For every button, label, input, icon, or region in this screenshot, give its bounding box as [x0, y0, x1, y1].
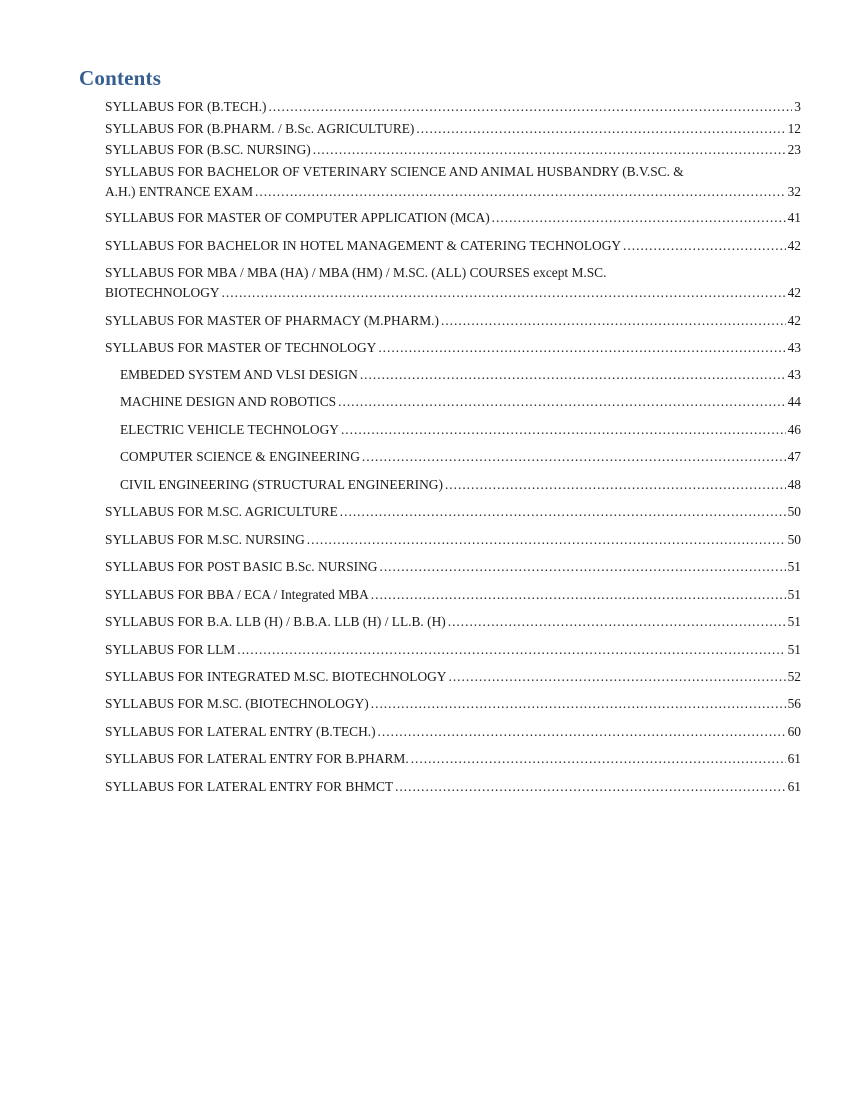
- toc-entry-title-line1: SYLLABUS FOR BACHELOR OF VETERINARY SCIENCE AND ANIMAL HUSBANDRY (B.V.SC. &: [105, 164, 684, 179]
- toc-subentry[interactable]: [120, 475, 801, 495]
- toc-page-number: 44: [787, 394, 801, 409]
- toc-entry[interactable]: [105, 694, 801, 714]
- toc-entry-title: SYLLABUS FOR INTEGRATED M.SC. BIOTECHNOLOGY: [105, 669, 447, 684]
- toc-entry[interactable]: [105, 263, 801, 303]
- toc-page-number: 43: [787, 367, 801, 382]
- toc-subentry[interactable]: [120, 392, 801, 412]
- toc-page-number: 43: [787, 340, 801, 355]
- toc-entry[interactable]: [105, 749, 801, 769]
- toc-entry-title: SYLLABUS FOR BBA / ECA / Integrated MBA: [105, 587, 369, 602]
- toc-subentry[interactable]: [120, 420, 801, 440]
- toc-entry-title: SYLLABUS FOR (B.TECH.): [105, 99, 267, 114]
- dot-leader: [441, 311, 786, 331]
- toc-entry-title: SYLLABUS FOR BACHELOR IN HOTEL MANAGEMENT & CATERING TECHNOLOGY: [105, 238, 622, 253]
- toc-entry-title: CIVIL ENGINEERING (STRUCTURAL ENGINEERING): [120, 477, 443, 492]
- toc-entry-title: SYLLABUS FOR LATERAL ENTRY (B.TECH.): [105, 724, 376, 739]
- dot-leader: [362, 447, 786, 467]
- toc-entry-title: SYLLABUS FOR (B.SC. NURSING): [105, 142, 311, 157]
- toc-entry-title: SYLLABUS FOR MASTER OF TECHNOLOGY: [105, 340, 377, 355]
- toc-entry-title: SYLLABUS FOR B.A. LLB (H) / B.B.A. LLB (H) / LL.B. (H): [105, 614, 446, 629]
- toc-entry[interactable]: [105, 119, 801, 139]
- toc-page-number: 61: [787, 751, 801, 766]
- toc-entry[interactable]: [105, 140, 801, 160]
- toc-entry[interactable]: [105, 208, 801, 228]
- toc-page-number: 56: [787, 696, 801, 711]
- dot-leader: [445, 475, 786, 495]
- dot-leader: [268, 97, 792, 117]
- toc-subentry[interactable]: [120, 447, 801, 467]
- toc-entry[interactable]: [105, 667, 801, 687]
- toc-subentry[interactable]: [120, 365, 801, 385]
- toc-entry-title: SYLLABUS FOR M.SC. NURSING: [105, 532, 305, 547]
- dot-leader: [313, 140, 786, 160]
- toc-page-number: 46: [787, 422, 801, 437]
- toc-entry[interactable]: [105, 236, 801, 256]
- dot-leader: [623, 236, 786, 256]
- toc-entry-title: SYLLABUS FOR LATERAL ENTRY FOR B.PHARM.: [105, 751, 409, 766]
- toc-entry-title: SYLLABUS FOR MASTER OF COMPUTER APPLICATION (MCA): [105, 210, 490, 225]
- toc-entry-title: COMPUTER SCIENCE & ENGINEERING: [120, 449, 360, 464]
- dot-leader: [492, 208, 786, 228]
- toc-entry-title: EMBEDED SYSTEM AND VLSI DESIGN: [120, 367, 358, 382]
- toc-entry-title: BIOTECHNOLOGY: [105, 285, 220, 300]
- toc-page-number: 52: [787, 669, 801, 684]
- toc-entry-title: ELECTRIC VEHICLE TECHNOLOGY: [120, 422, 339, 437]
- dot-leader: [340, 502, 786, 522]
- dot-leader: [378, 338, 785, 358]
- dot-leader: [255, 182, 786, 202]
- dot-leader: [411, 749, 786, 769]
- toc-page-number: 51: [787, 587, 801, 602]
- dot-leader: [371, 585, 786, 605]
- toc-entry-title: MACHINE DESIGN AND ROBOTICS: [120, 394, 337, 409]
- toc-entry-title: SYLLABUS FOR POST BASIC B.Sc. NURSING: [105, 559, 378, 574]
- toc-entry[interactable]: [105, 530, 801, 550]
- toc-entry-title: SYLLABUS FOR M.SC. AGRICULTURE: [105, 504, 338, 519]
- toc-entry-title-line1: SYLLABUS FOR MBA / MBA (HA) / MBA (HM) / M.SC. (ALL) COURSES except M.SC.: [105, 265, 607, 280]
- dot-leader: [379, 557, 785, 577]
- toc-page-number: 50: [787, 532, 801, 547]
- toc-entry-title: A.H.) ENTRANCE EXAM: [105, 184, 254, 199]
- dot-leader: [448, 667, 785, 687]
- toc-entry[interactable]: [105, 640, 801, 660]
- toc-entry-title: SYLLABUS FOR (B.PHARM. / B.Sc. AGRICULTURE): [105, 121, 415, 136]
- toc-entry[interactable]: [105, 777, 801, 797]
- toc-entry[interactable]: [105, 338, 801, 358]
- toc-page-number: 42: [787, 313, 801, 328]
- toc-page-number: 23: [787, 142, 801, 157]
- toc-entry[interactable]: [105, 502, 801, 522]
- toc-entry[interactable]: [105, 557, 801, 577]
- toc-entry-title: SYLLABUS FOR LLM: [105, 642, 236, 657]
- dot-leader: [338, 392, 785, 412]
- dot-leader: [237, 640, 785, 660]
- dot-leader: [307, 530, 786, 550]
- toc-page-number: 12: [787, 121, 801, 136]
- toc-page-number: 42: [787, 238, 801, 253]
- toc-page-number: 61: [787, 779, 801, 794]
- dot-leader: [360, 365, 786, 385]
- toc-entry[interactable]: [105, 311, 801, 331]
- dot-leader: [378, 722, 786, 742]
- toc-page-number: 42: [787, 285, 801, 300]
- toc-entry[interactable]: [105, 612, 801, 632]
- dot-leader: [395, 777, 786, 797]
- dot-leader: [416, 119, 785, 139]
- toc-entry[interactable]: [105, 162, 801, 202]
- dot-leader: [222, 283, 786, 303]
- toc-page-number: 51: [787, 559, 801, 574]
- toc-page-number: 47: [787, 449, 801, 464]
- toc-entry-title: SYLLABUS FOR LATERAL ENTRY FOR BHMCT: [105, 779, 394, 794]
- toc-page-number: 50: [787, 504, 801, 519]
- toc-entry[interactable]: [105, 97, 801, 117]
- toc-entry-title: SYLLABUS FOR M.SC. (BIOTECHNOLOGY): [105, 696, 369, 711]
- toc-page-number: 60: [787, 724, 801, 739]
- toc-page-number: 3: [794, 99, 801, 114]
- toc-page-number: 48: [787, 477, 801, 492]
- toc-page-number: 41: [787, 210, 801, 225]
- toc-entry[interactable]: [105, 585, 801, 605]
- toc-entry[interactable]: [105, 722, 801, 742]
- dot-leader: [448, 612, 786, 632]
- toc-entry-title: SYLLABUS FOR MASTER OF PHARMACY (M.PHARM.): [105, 313, 439, 328]
- dot-leader: [371, 694, 786, 714]
- toc-heading: Contents: [79, 66, 162, 90]
- dot-leader: [341, 420, 786, 440]
- toc-page-number: 32: [787, 184, 801, 199]
- toc-page-number: 51: [787, 642, 801, 657]
- toc-page-number: 51: [787, 614, 801, 629]
